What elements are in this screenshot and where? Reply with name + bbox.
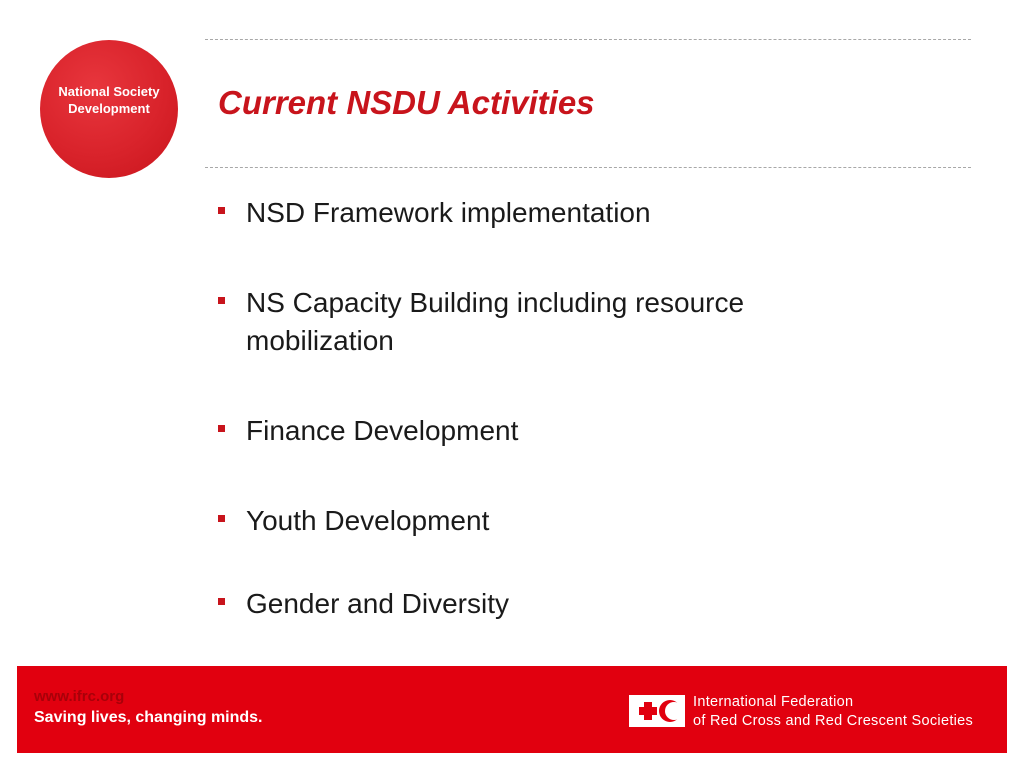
list-item-text: NSD Framework implementation bbox=[246, 197, 651, 228]
title-top-divider bbox=[205, 39, 971, 40]
national-society-development-badge bbox=[40, 40, 178, 178]
list-item-text: Youth Development bbox=[246, 505, 490, 536]
square-bullet-icon bbox=[218, 425, 225, 432]
badge-line-2: Development bbox=[68, 101, 150, 116]
list-item-text: Gender and Diversity bbox=[246, 588, 510, 619]
square-bullet-icon bbox=[218, 207, 225, 214]
organization-name-line-2: of Red Cross and Red Crescent Societies bbox=[693, 713, 974, 729]
square-bullet-icon bbox=[218, 297, 225, 304]
badge-line-1: National Society bbox=[58, 84, 160, 99]
title-bottom-divider bbox=[205, 167, 971, 168]
list-item-text: NS Capacity Building including resource mobilization bbox=[246, 287, 745, 356]
ifrc-website-link[interactable]: www.ifrc.org bbox=[34, 688, 125, 705]
footer-banner bbox=[17, 666, 1007, 753]
organization-name-line-1: International Federation bbox=[693, 694, 854, 710]
square-bullet-icon bbox=[218, 598, 225, 605]
slide-title: Current NSDU Activities bbox=[218, 84, 595, 121]
footer-tagline: Saving lives, changing minds. bbox=[34, 709, 263, 726]
red-cross-red-crescent-emblem-icon bbox=[628, 694, 686, 728]
organization-name bbox=[693, 693, 973, 731]
square-bullet-icon bbox=[218, 515, 225, 522]
list-item-text: Finance Development bbox=[246, 415, 519, 446]
